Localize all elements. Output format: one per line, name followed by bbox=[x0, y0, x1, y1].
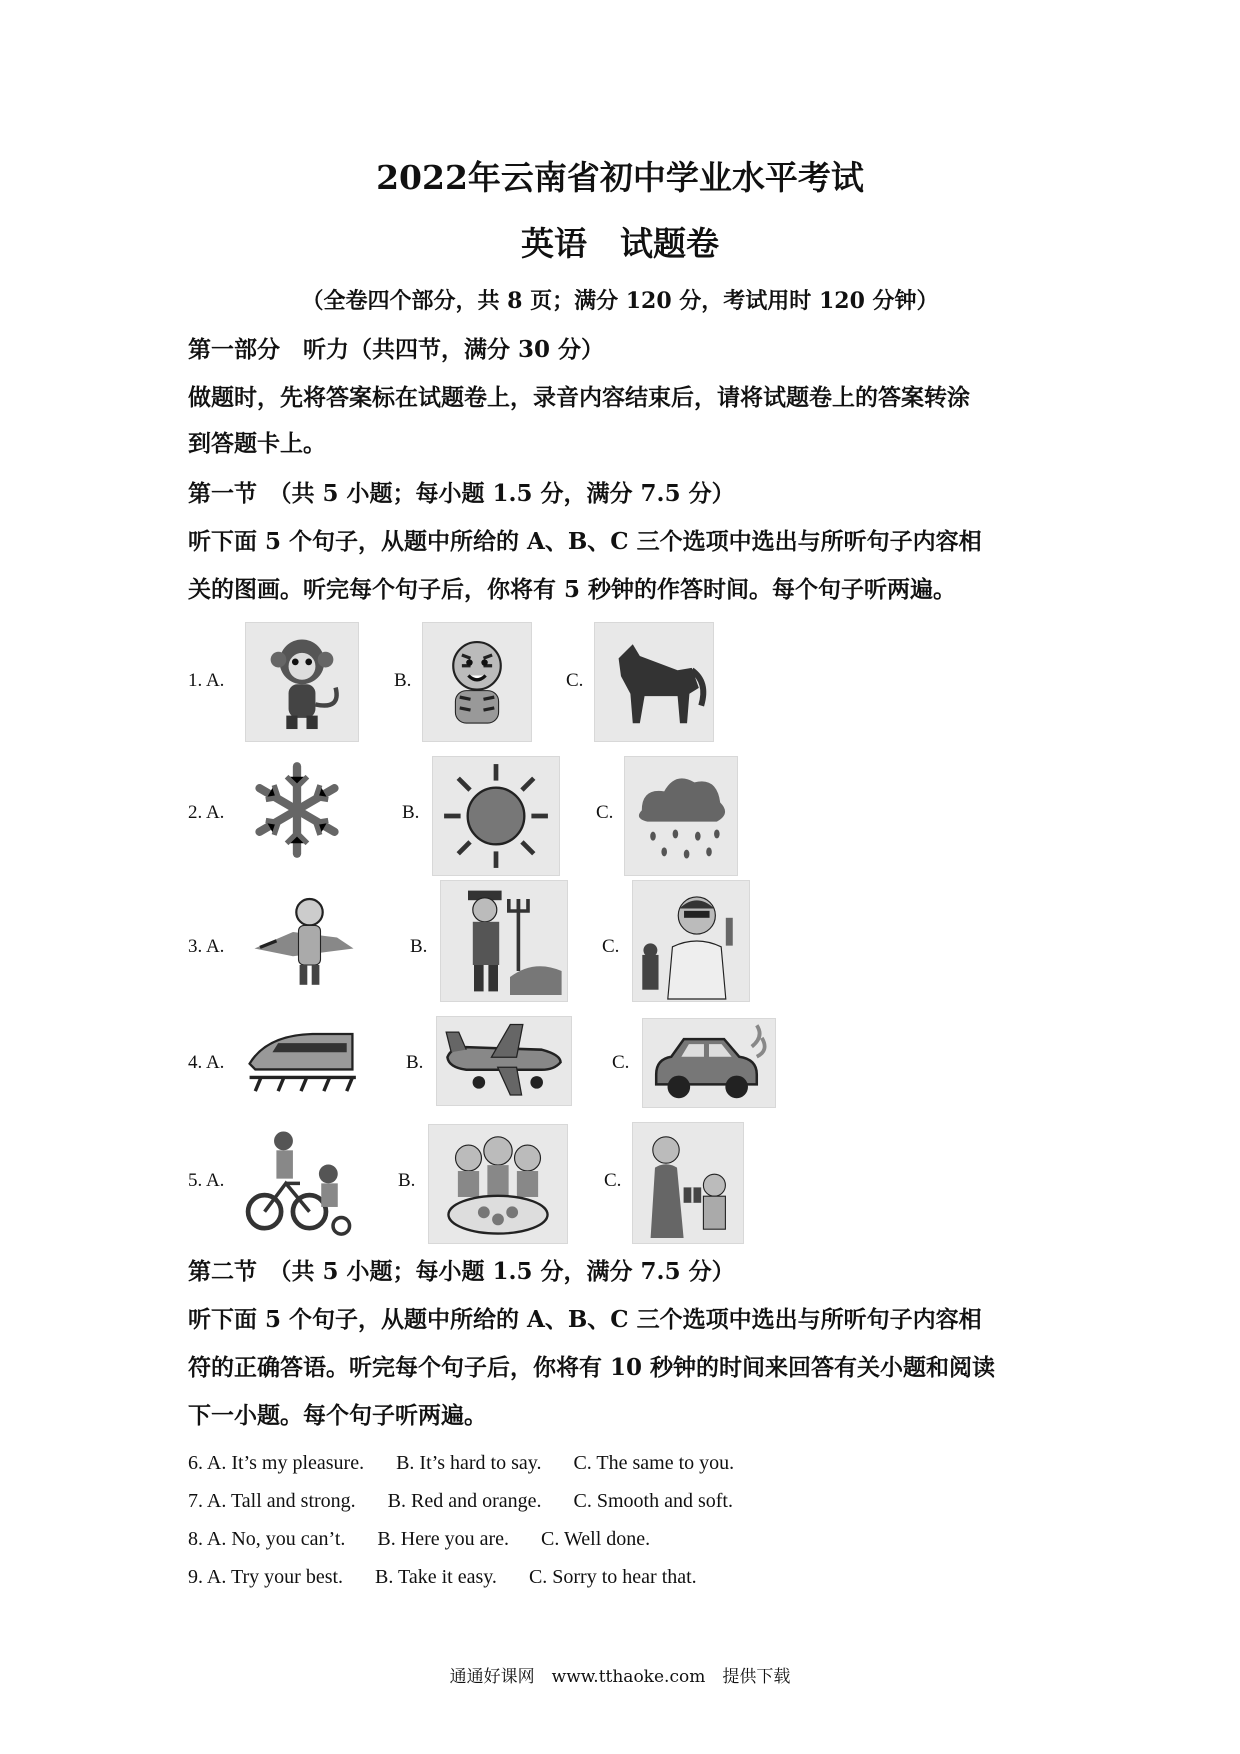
q4-b-label: B. bbox=[406, 1052, 424, 1073]
exam-title: 2022年云南省初中学业水平考试 bbox=[376, 158, 864, 197]
q9-option-c: C. Sorry to hear that. bbox=[528, 1566, 697, 1588]
section1-line1: 听下面 5 个句子，从题中所给的 A、B、C 三个选项中选出与所听句子内容相 bbox=[188, 528, 982, 555]
farmer-icon bbox=[440, 880, 568, 1002]
q1-label: 1. A. bbox=[188, 670, 225, 691]
horse-icon bbox=[594, 622, 714, 742]
airplane-icon bbox=[436, 1016, 572, 1106]
cycling-icon bbox=[240, 1122, 360, 1240]
part1-instruction-line1: 做题时，先将答案标在试题卷上，录音内容结束后，请将试题卷上的答案转涂 bbox=[188, 384, 970, 411]
q7-options bbox=[188, 1490, 765, 1513]
gift-giving-icon bbox=[632, 1122, 744, 1244]
part1-instruction-line2: 到答题卡上。 bbox=[188, 430, 326, 457]
scientist-icon bbox=[632, 880, 750, 1002]
exam-note: （全卷四个部分，共 8 页；满分 120 分，考试用时 120 分钟） bbox=[301, 288, 939, 314]
family-dinner-icon bbox=[428, 1124, 568, 1244]
q8-option-a: 8. A. No, you can’t. bbox=[188, 1528, 346, 1550]
q4-c-label: C. bbox=[612, 1052, 630, 1073]
section1-line2: 关的图画。听完每个句子后，你将有 5 秒钟的作答时间。每个句子听两遍。 bbox=[188, 576, 957, 603]
q7-option-c: C. Smooth and soft. bbox=[573, 1490, 733, 1512]
q9-option-a: 9. A. Try your best. bbox=[188, 1566, 344, 1588]
q5-c-label: C. bbox=[604, 1170, 622, 1191]
section2-heading: 第二节 （共 5 小题；每小题 1.5 分，满分 7.5 分） bbox=[188, 1258, 735, 1285]
q9-option-b: B. Take it easy. bbox=[375, 1566, 497, 1588]
part1-heading: 第一部分 听力（共四节，满分 30 分） bbox=[188, 336, 605, 363]
q5-b-label: B. bbox=[398, 1170, 416, 1191]
q3-label: 3. A. bbox=[188, 936, 225, 957]
car-icon bbox=[642, 1018, 776, 1108]
q8-option-b: B. Here you are. bbox=[377, 1528, 510, 1550]
sun-icon bbox=[432, 756, 560, 876]
section2-line2: 符的正确答语。听完每个句子后，你将有 10 秒钟的时间来回答有关小题和阅读 bbox=[188, 1354, 996, 1381]
q1-c-label: C. bbox=[566, 670, 584, 691]
q6-option-a: 6. A. It’s my pleasure. bbox=[188, 1452, 365, 1474]
exam-subtitle: 英语 试题卷 bbox=[521, 224, 719, 263]
q8-option-c: C. Well done. bbox=[541, 1528, 651, 1550]
q7-option-b: B. Red and orange. bbox=[387, 1490, 542, 1512]
q5-label: 5. A. bbox=[188, 1170, 225, 1191]
q2-b-label: B. bbox=[402, 802, 420, 823]
q2-c-label: C. bbox=[596, 802, 614, 823]
section1-heading: 第一节 （共 5 小题；每小题 1.5 分，满分 7.5 分） bbox=[188, 480, 735, 507]
q3-b-label: B. bbox=[410, 936, 428, 957]
rain-cloud-icon bbox=[624, 756, 738, 876]
pilot-icon bbox=[240, 888, 368, 998]
q6-options bbox=[188, 1452, 766, 1475]
q1-b-label: B. bbox=[394, 670, 412, 691]
download-footer: 通通好课网 www.tthaoke.com 提供下载 bbox=[449, 1667, 791, 1687]
section2-line1: 听下面 5 个句子，从题中所给的 A、B、C 三个选项中选出与所听句子内容相 bbox=[188, 1306, 982, 1333]
section2-line3: 下一小题。每个句子听两遍。 bbox=[188, 1402, 487, 1429]
train-icon bbox=[240, 1018, 362, 1098]
q9-options bbox=[188, 1566, 729, 1589]
monkey-icon bbox=[245, 622, 359, 742]
q4-label: 4. A. bbox=[188, 1052, 225, 1073]
q3-c-label: C. bbox=[602, 936, 620, 957]
q8-options bbox=[188, 1528, 682, 1551]
q6-option-b: B. It’s hard to say. bbox=[396, 1452, 542, 1474]
q6-option-c: C. The same to you. bbox=[573, 1452, 735, 1474]
snowflake-icon bbox=[245, 758, 349, 862]
tiger-icon bbox=[422, 622, 532, 742]
q2-label: 2. A. bbox=[188, 802, 225, 823]
q7-option-a: 7. A. Tall and strong. bbox=[188, 1490, 356, 1512]
